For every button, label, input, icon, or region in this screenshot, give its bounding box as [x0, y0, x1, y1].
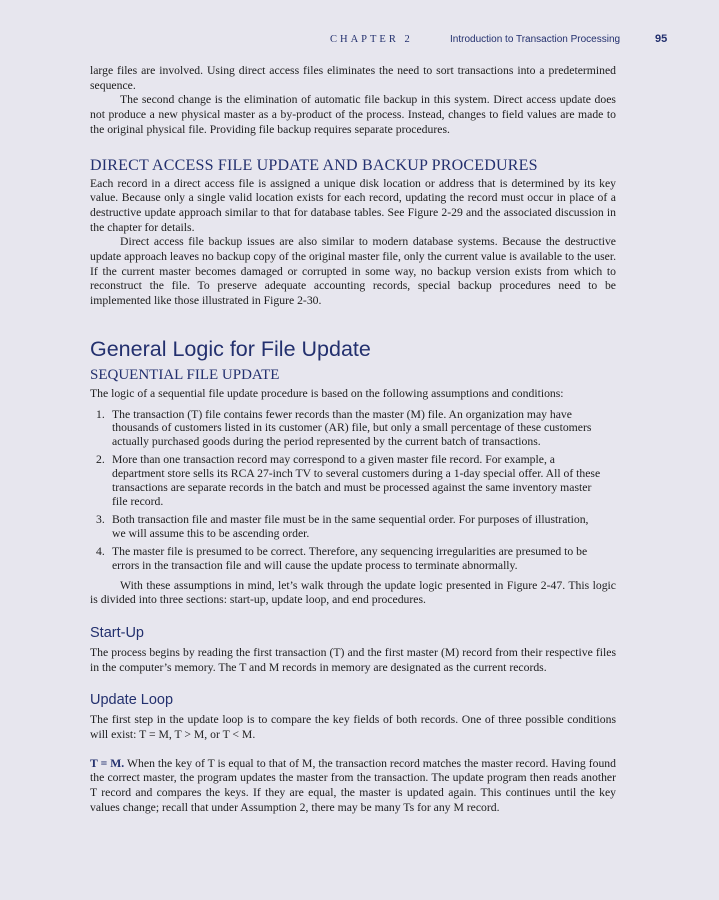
subsection-heading-update-loop: Update Loop	[90, 692, 174, 709]
subsection-heading-start-up: Start-Up	[90, 624, 144, 641]
paragraph: The first step in the update loop is to compare the key fields of both records. One of three possible conditions will exist: T = M, T > M, or T < M.	[90, 713, 616, 742]
run-in-text: When the key of T is equal to that of M, the transaction record matches the master record. Having found the correct master, the program updates the master from the transaction. The update program then reads another T record and compares the keys. If they are equal, the master is updated again. This continues until the key values change; recall that under Assumption 2, there may be many Ts for any M record.	[90, 756, 616, 814]
paragraph: large files are involved. Using direct access files eliminates the need to sort transactions into a predetermined sequence.	[90, 64, 616, 92]
item-text: The master file is presumed to be correct. Therefore, any sequencing irregularities are presumed to be errors in the transaction file and will cause the update process to terminate abnormally.	[112, 544, 588, 572]
item-text: More than one transaction record may correspond to a given master file record. For example, a department store sells its RCA 27-inch TV to several customers during a 1-day special offer. All of these transactions are separate records in the batch and must be processed against the same inventory master file record.	[112, 453, 601, 508]
body-text	[90, 64, 616, 816]
item-number: 3.	[96, 512, 105, 526]
major-heading-general-logic: General Logic for File Update	[90, 336, 371, 361]
item-number: 1.	[96, 407, 105, 421]
paragraph-t-equals-m	[90, 757, 616, 816]
section-heading-sequential: SEQUENTIAL FILE UPDATE	[90, 366, 280, 383]
running-head	[0, 34, 719, 50]
section-heading-direct-access: DIRECT ACCESS FILE UPDATE AND BACKUP PROCEDURES	[90, 156, 538, 174]
list-item	[90, 545, 602, 573]
paragraph: Direct access file backup issues are also similar to modern database systems. Because the destructive update approach leaves no backup copy of the original master file, only the current value is available to the user. If the current master becomes damaged or corrupted in some way, no backup version exists from which to reconstruct the file. To preserve adequate accounting records, special backup procedures need to be implemented like those illustrated in Figure 2-30.	[90, 235, 616, 308]
paragraph: The process begins by reading the first transaction (T) and the first master (M) record from their respective files in the computer’s memory. The T and M records in memory are designated as the current records.	[90, 645, 616, 674]
spacer	[90, 743, 616, 757]
list-item	[90, 408, 602, 450]
paragraph: Each record in a direct access file is assigned a unique disk location or address that is determined by its key value. Because only a single valid location exists for each record, updating the record must occur in place of a destructive update approach similar to that for database tables. See Figure 2-29 and the associated discussion in the chapter for details.	[90, 176, 616, 234]
paragraph: With these assumptions in mind, let’s walk through the update logic presented in Figure 2-47. This logic is divided into three sections: start-up, update loop, and end procedures.	[90, 578, 616, 607]
chapter-label: CHAPTER 2	[330, 34, 413, 45]
chapter-title: Introduction to Transaction Processing	[450, 34, 621, 45]
paragraph: The second change is the elimination of automatic file backup in this system. Direct access update does not produce a new physical master as a by-product of the process. Instead, changes to field values are made to the original physical file. Providing file backup requires separate procedures.	[90, 93, 616, 136]
item-number: 2.	[96, 453, 105, 467]
item-number: 4.	[96, 544, 105, 558]
paragraph: The logic of a sequential file update procedure is based on the following assumptions and conditions:	[90, 386, 564, 400]
page-number: 95	[655, 33, 668, 45]
item-text: The transaction (T) file contains fewer records than the master (M) file. An organization may have thousands of customers listed in its customer (AR) file, but only a small percentage of these customers actually purchased goods during the period represented by the current batch of transactions.	[112, 407, 592, 449]
item-text: Both transaction file and master file must be in the same sequential order. For purposes of illustration, we will assume this to be ascending order.	[112, 512, 589, 540]
run-in-heading: T = M.	[90, 756, 125, 770]
assumptions-list	[90, 408, 616, 573]
list-item	[90, 453, 602, 509]
list-item	[90, 513, 602, 541]
